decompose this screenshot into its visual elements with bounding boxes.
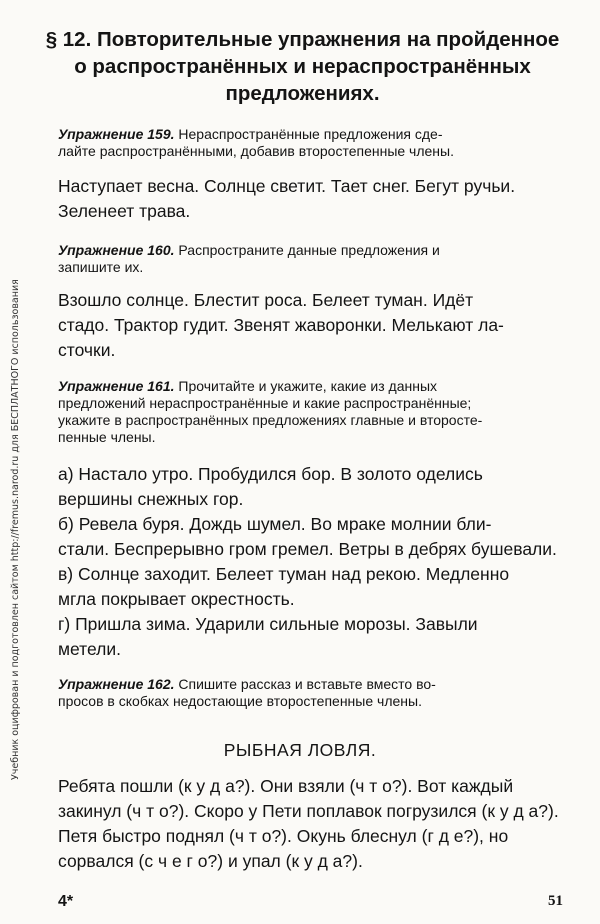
exercise-161-item-b-line-2: стали. Беспрерывно гром гремел. Ветры в дебрях бушевали.	[58, 539, 557, 559]
exercise-159-task-line-1: Нераспространённые предложения сде-	[178, 126, 443, 142]
section-title-line-1: § 12. Повторительные упражнения на пройденное	[45, 28, 560, 51]
exercise-161-task-line-1: Прочитайте и укажите, какие из данных	[178, 378, 438, 394]
exercise-162-heading: Упражнение 162.	[58, 676, 175, 692]
section-title	[30, 26, 575, 107]
exercise-160-text-line-3: сточки.	[58, 340, 116, 360]
exercise-161-task-line-4: пенные члены.	[58, 429, 156, 445]
exercise-160-task-line-2: запишите их.	[58, 259, 144, 275]
exercise-159-text-line-2: Зеленеет трава.	[58, 201, 191, 221]
exercise-161-item-a-line-1: а) Настало утро. Пробудился бор. В золото оделись	[58, 464, 483, 484]
story-line-3: Петя быстро поднял (ч т о?). Окунь блеснул (г д е?), но	[58, 826, 509, 846]
page-number: 51	[548, 893, 563, 909]
printer-signature: 4*	[58, 893, 74, 910]
exercise-161-task-line-2: предложений нераспространённые и какие распространённые;	[58, 395, 472, 411]
exercise-160-task-line-1: Распространите данные предложения и	[178, 242, 440, 258]
story-title: РЫБНАЯ ЛОВЛЯ.	[223, 740, 377, 760]
exercise-162-task-line-1: Спишите рассказ и вставьте вместо во-	[178, 676, 436, 692]
digitization-note: Учебник оцифрован и подготовлен сайтом http://fremus.narod.ru для БЕСПЛАТНОГО использования	[10, 279, 21, 780]
story-line-2: закинул (ч т о?). Скоро у Пети поплавок погрузился (к у д а?).	[58, 801, 559, 821]
story-line-1: Ребята пошли (к у д а?). Они взяли (ч т о?). Вот каждый	[58, 776, 514, 796]
exercise-161-text	[58, 462, 570, 662]
exercise-160-text	[58, 288, 570, 363]
exercise-161-item-v-line-2: мгла покрывает окрестность.	[58, 589, 295, 609]
exercise-161-item-a-line-2: вершины снежных гор.	[58, 489, 244, 509]
exercise-159-text-line-1: Наступает весна. Солнце светит. Тает снег. Бегут ручьи.	[58, 176, 516, 196]
exercise-161-item-g-line-1: г) Пришла зима. Ударили сильные морозы. Завыли	[58, 614, 478, 634]
exercise-161-item-g-line-2: метели.	[58, 639, 122, 659]
exercise-159-task	[58, 126, 570, 160]
exercise-159-task-line-2: лайте распространёнными, добавив второстепенные члены.	[58, 143, 454, 159]
exercise-162-task	[58, 676, 570, 710]
exercise-162-task-line-2: просов в скобках недостающие второстепенные члены.	[58, 693, 422, 709]
exercise-160-heading: Упражнение 160.	[58, 242, 175, 258]
exercise-161-item-v-line-1: в) Солнце заходит. Белеет туман над рекою. Медленно	[58, 564, 510, 584]
exercise-161-heading: Упражнение 161.	[58, 378, 175, 394]
exercise-160-text-line-1: Взошло солнце. Блестит роса. Белеет туман. Идёт	[58, 290, 474, 310]
exercise-161-item-b-line-1: б) Ревела буря. Дождь шумел. Во мраке молнии бли-	[58, 514, 492, 534]
exercise-159-text	[58, 174, 570, 224]
exercise-162-story	[58, 774, 570, 874]
exercise-160-text-line-2: стадо. Трактор гудит. Звенят жаворонки. Мелькают ла-	[58, 315, 504, 335]
exercise-159-heading: Упражнение 159.	[58, 126, 175, 142]
exercise-161-task-line-3: укажите в распространённых предложениях главные и второсте-	[58, 412, 483, 428]
section-title-line-3: предложениях.	[225, 82, 380, 105]
section-title-line-2: о распространённых и нераспространённых	[74, 55, 531, 78]
exercise-160-task	[58, 242, 570, 276]
story-line-4: сорвался (с ч е г о?) и упал (к у д а?).	[58, 851, 363, 871]
exercise-161-task	[58, 378, 570, 446]
